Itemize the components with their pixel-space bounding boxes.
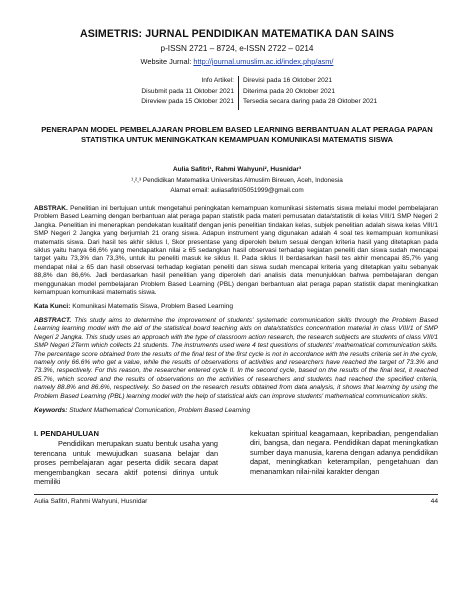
keywords-text: Student Mathematical Comunication, Problem Based Learning	[67, 407, 251, 414]
keywords-line	[34, 407, 438, 415]
reviewed-date: Direview pada 15 Oktober 2021	[141, 98, 234, 106]
page-number: 44	[430, 498, 438, 505]
website-label: Website Jurnal:	[140, 57, 194, 66]
footer-authors: Aulia Safitri, Rahmi Wahyuni, Husnidar	[34, 498, 148, 505]
body-text-right: kekuatan spiritual keagamaan, kepribadian, pengendalian diri, bangsa, dan negara. Pendidikan dapat meningkatkan sumber daya manusia, karena dengan adanya pendidikan dapat, meningkatkan keterampilan, pengetahuan dan menanamkan nilai-nilai karakter dengan	[250, 429, 438, 476]
article-info-right	[243, 76, 433, 108]
abstrak-paragraph	[34, 205, 438, 297]
website-link[interactable]: http://journal.umuslim.ac.id/index.php/asm/	[193, 57, 334, 66]
online-date: Tersedia secara daring pada 28 Oktober 2021	[243, 98, 378, 106]
body-column-left	[34, 429, 218, 486]
abstract-english-text: This study aims to determine the improvement of students' systematic communication skills through the Problem Based Learning learning model with the aid of the statistical board teaching aids on data/statistics concentration material in class VIII/1 of SMP Negeri 2 Jangka. This study uses an approach with the type of classroom action research, the research subjects are students of class VIII/1 SMP Negeri 2Term which collects 21 students. The instruments used were 4 test questions of students' mathematical communication skills. The percentage score obtained from the results of the final test of the first cycle is not in accordance with the results criteria set in the cycle, namely only 66.6% who get a value, while the results of observations of activities and researchers have reached the target of 73.3% and 73.3%, respectively. For this reason, the researcher entered cycle II. In the second cycle, based on the results of the final test, it reached 85.7%, which scored and the results of observations on the activities of researchers and students had reached the specified criteria, namely 88.8% and 86.6%, respectively. So based on the research results obtained from data analysis, it shows that learning by using the Problem Based Learning (PBL) learning model with the help of statistical aids can improve students' mathematical communication skills.	[34, 317, 438, 400]
issn-line: p-ISSN 2721 – 8724, e-ISSN 2722 – 0214	[160, 44, 314, 53]
website-line	[0, 57, 474, 66]
section-heading: I. PENDAHULUAN	[34, 429, 99, 438]
author-email: Alamat email: auliasafitri05051999@gmail.com	[170, 187, 304, 194]
abstract-english-paragraph	[34, 317, 438, 401]
revised-date: Direvisi pada 16 Oktober 2021	[243, 77, 333, 84]
author-list: Aulia Safitri¹, Rahmi Wahyuni², Husnidar³	[172, 166, 302, 173]
article-info-left	[118, 76, 234, 108]
abstract-english-label: ABSTRACT.	[34, 317, 72, 324]
body-column-right	[250, 429, 438, 476]
abstrak-text: Penelitian ini bertujuan untuk mengetahui peningkatan kemampuan komunikasi sistematis siswa melalui model pembelajaran Problem Based Learning dengan berbantuan alat peraga papan statistik pada materi pemusatan data/statistik di kelas VIII/1 SMP Negeri 2 Jangka. Penelitian ini menerapkan pendekatan kualitatif dengan jenis penelitian tindakan kelas, subjek penelitian adalah siswa kelas VIII/1 SMP Negeri 2 Jangka yang berjumlah 21 orang siswa. Adapun instrument yang digunakan adalah 4 soal tes kemampuan komunikasi matematis siswa. Dari hasil tes akhir siklus I, Skor presentase yang diperoleh belum sesuai dengan kriteria hasil yang ditetapkan pada siklus yaitu hanya 66,6% yang mendapatkan nilai ≥ 65 sedangkan hasil observasi terhadap kegiatan peneliti dan siswa sudah mencapai target yaitu 73,3% dan 73,3%, untuk itu peneliti masuk ke siklus II. Pada siklus II berdasarkan hasil tes akhir mencapai 85,7% yang mendapat nilai ≥ 65 dan hasil observasi terhadap kegiatan peneliti dan siswa sudah mencapai kriteria yang ditetapkan yaitu sebanyak 88,8% dan 86,6%. Jadi berdasarkan hasil penelitian yang diperoleh dari analisis data menunjukkan bahwa pembelajaran dengan menggunakan model pembelajaran Problem Based Learning (PBL) dengan berbantuan alat peraga papan statistik dapat meningkatkan kemampuan komunikasi matematis siswa.	[34, 205, 438, 297]
article-info-heading: Info Artikel:	[201, 77, 234, 84]
article-info-divider	[238, 76, 239, 110]
body-text-left: Pendidikan merupakan suatu bentuk usaha yang terencana untuk mewujudkan suasana belajar dan proses pembelajaran agar peserta didik secara dapat mengembangkan secara aktif potensi dirinya untuk memiliki	[34, 439, 218, 487]
kata-kunci-line	[34, 303, 438, 311]
author-affiliation: ¹,²,³ Pendidikan Matematika Universitas Almuslim Bireuen, Aceh, Indonesia	[131, 177, 343, 184]
footer-divider	[34, 494, 438, 495]
abstrak-label: ABSTRAK.	[34, 205, 68, 212]
kata-kunci-text: Komunikasi Matematis Siswa, Problem Based Learning	[70, 303, 234, 310]
keywords-label: Keywords:	[34, 407, 68, 414]
kata-kunci-label: Kata Kunci:	[34, 303, 71, 310]
accepted-date: Diterima pada 20 Oktober 2021	[243, 87, 336, 95]
submitted-date: Disubmit pada 11 Oktober 2021	[141, 87, 234, 95]
journal-title: ASIMETRIS: JURNAL PENDIDIKAN MATEMATIKA DAN SAINS	[79, 28, 395, 40]
paper-title: PENERAPAN MODEL PEMBELAJARAN PROBLEM BASED LEARNING BERBANTUAN ALAT PERAGA PAPAN STATISTIKA UNTUK MENINGKATKAN KEMAMPUAN KOMUNIKASI MATEMATIS SISWA	[41, 125, 433, 145]
